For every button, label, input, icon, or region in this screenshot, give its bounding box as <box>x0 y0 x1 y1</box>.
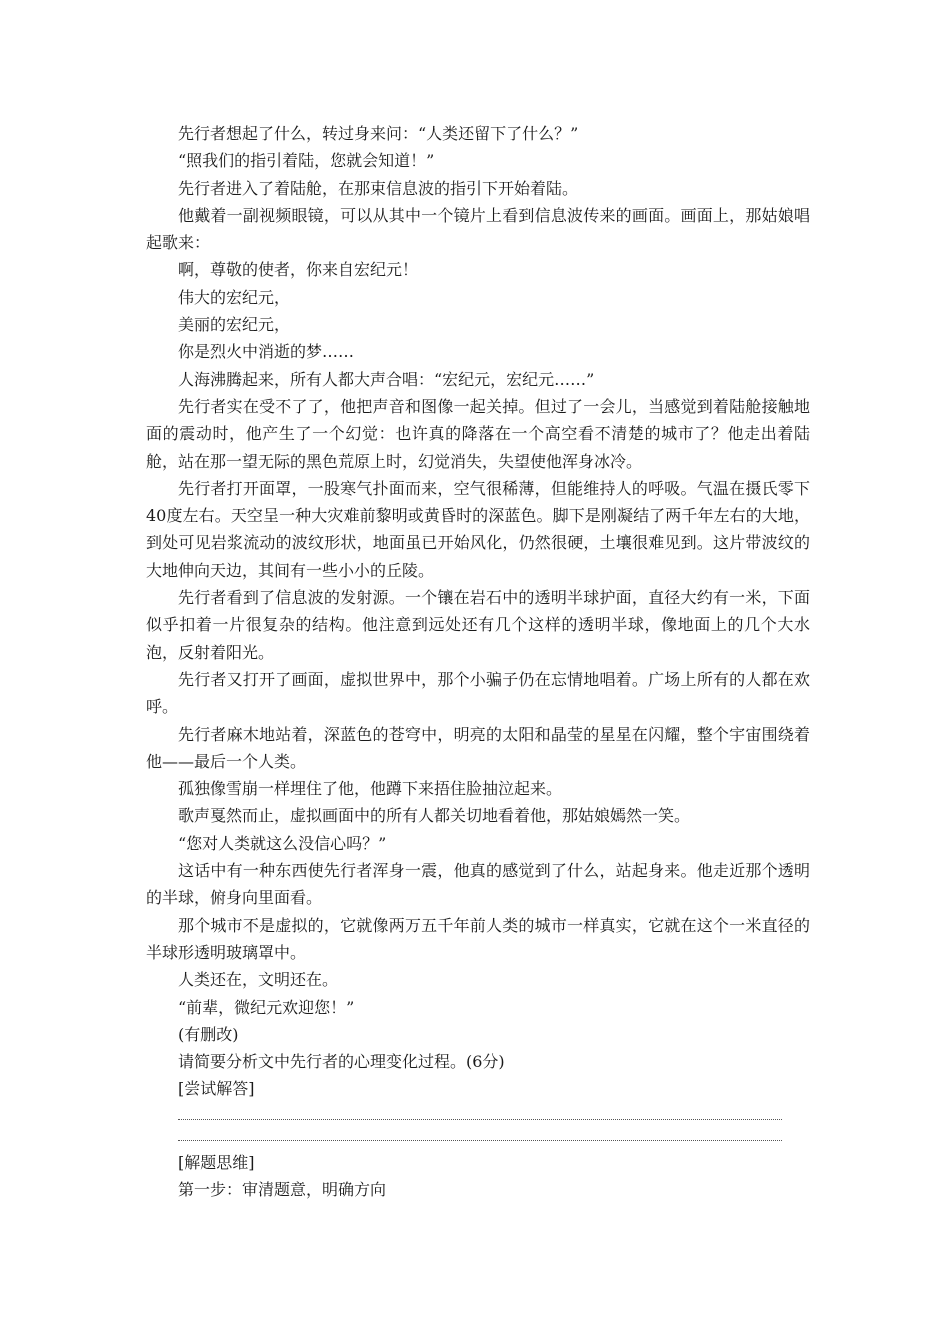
paragraph: “照我们的指引着陆，您就会知道！” <box>178 151 435 171</box>
paragraph: 先行者打开面罩，一股寒气扑面而来，空气很稀薄，但能维持人的呼吸。气温在摄氏零下40度左右。天空呈一种大灾难前黎明或黄昏时的深蓝色。脚下是刚凝结了两千年左右的大地，到处可见岩浆流动的波纹形状，地面虽已开始风化，仍然很硬，土壤很难见到。这片带波纹的大地伸向天边，其间有一些小小的丘陵。 <box>146 478 810 580</box>
poem-line: 伟大的宏纪元， <box>178 287 291 307</box>
paragraph: “前辈，微纪元欢迎您！” <box>178 997 355 1017</box>
paragraph: 人类还在，文明还在。 <box>178 970 339 990</box>
paragraph: 那个城市不是虚拟的，它就像两万五千年前人类的城市一样真实，它就在这个一米直径的半球形透明玻璃罩中。 <box>146 915 810 962</box>
paragraph: 这话中有一种东西使先行者浑身一震，他真的感觉到了什么，站起身来。他走近那个透明的半球，俯身向里面看。 <box>146 861 810 908</box>
question-text: 请简要分析文中先行者的心理变化过程。(6分) <box>178 1052 505 1072</box>
paragraph: 他戴着一副视频眼镜，可以从其中一个镜片上看到信息波传来的画面。画面上，那姑娘唱起歌来： <box>146 205 810 253</box>
paragraph: 先行者想起了什么，转过身来问：“人类还留下了什么？” <box>178 124 579 143</box>
document-body <box>146 120 810 1203</box>
paragraph: 先行者实在受不了了，他把声音和图像一起关掉。但过了一会儿，当感觉到着陆舱接触地面的震动时，他产生了一个幻觉：也许真的降落在一个高空看不清楚的城市了？他走出着陆舱，站在那一望无际的黑色荒原上时，幻觉消失，失望使他浑身冰冷。 <box>146 396 810 471</box>
poem-line: 美丽的宏纪元， <box>178 315 291 335</box>
paragraph: “您对人类就这么没信心吗？” <box>178 833 387 853</box>
paragraph: 歌声戛然而止，虚拟画面中的所有人都关切地看着他，那姑娘嫣然一笑。 <box>178 806 691 826</box>
thinking-label: [解题思维] <box>178 1152 255 1172</box>
poem-line: 你是烈火中消逝的梦…… <box>178 342 355 362</box>
step-heading: 第一步：审清题意，明确方向 <box>178 1179 387 1199</box>
paragraph: 先行者麻木地站着，深蓝色的苍穹中，明亮的太阳和晶莹的星星在闪耀，整个宇宙围绕着他——最后一个人类。 <box>146 724 810 771</box>
source-note: (有删改) <box>178 1024 239 1044</box>
paragraph: 人海沸腾起来，所有人都大声合唱：“宏纪元，宏纪元……” <box>178 369 595 389</box>
paragraph: 先行者进入了着陆舱，在那束信息波的指引下开始着陆。 <box>178 178 579 198</box>
paragraph: 孤独像雪崩一样埋住了他，他蹲下来捂住脸抽泣起来。 <box>178 779 563 799</box>
try-answer-label: [尝试解答] <box>178 1079 255 1099</box>
answer-line[interactable] <box>178 1107 782 1120</box>
answer-line[interactable] <box>178 1128 782 1141</box>
poem-line: 啊，尊敬的使者，你来自宏纪元！ <box>178 260 419 280</box>
paragraph: 先行者看到了信息波的发射源。一个镶在岩石中的透明半球护面，直径大约有一米，下面似乎扣着一片很复杂的结构。他注意到远处还有几个这样的透明半球，像地面上的几个大水泡，反射着阳光。 <box>146 588 810 662</box>
paragraph: 先行者又打开了画面，虚拟世界中，那个小骗子仍在忘情地唱着。广场上所有的人都在欢呼。 <box>146 669 810 717</box>
